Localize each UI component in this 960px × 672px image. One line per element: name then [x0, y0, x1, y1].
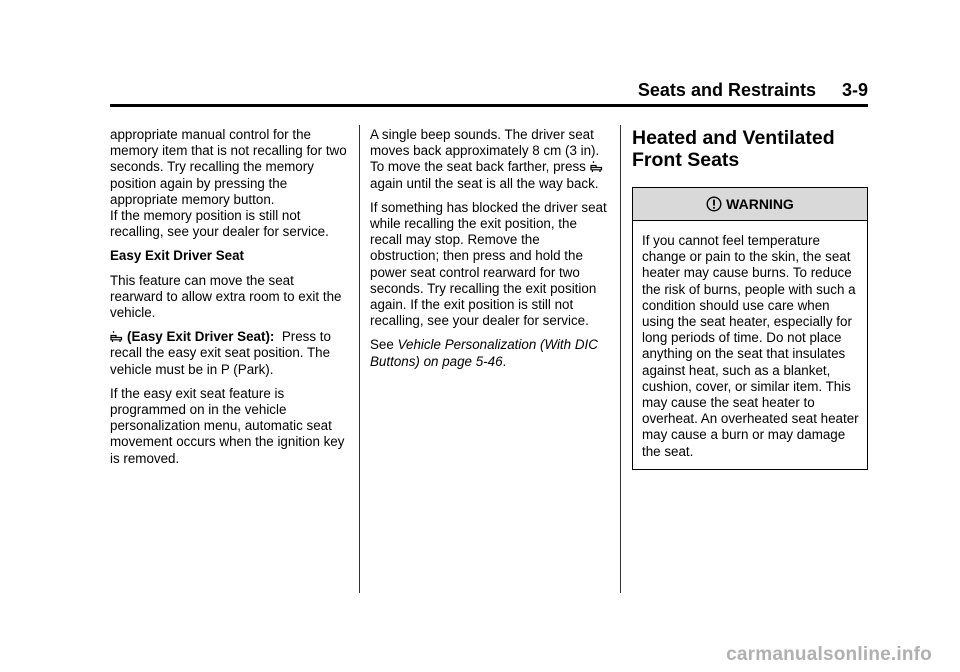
heading-line: Front Seats [632, 149, 740, 171]
header-title [638, 80, 868, 101]
warning-text: If you cannot feel temperature change or pain to the skin, the seat heater may cause burns. To reduce the risk of burns, people with such a condition should use care when using the seat heater, especially for long periods of time. Do not place anything on the seat that insulates against heat, such as a blanket, cushion, cover, or similar item. This may cause the seat heater to overheat. An overheated seat heater may cause a burn or may damage the seat. [642, 233, 859, 459]
column-2 [370, 127, 610, 378]
paragraph: If something has blocked the driver seat while recalling the exit position, the recall may stop. Remove the obstruction; then press and hold the power seat control rearward for two seconds. Try recalling the exit position again. If the exit position is still not recalling, see your dealer for service. [370, 199, 607, 329]
paragraph: If the easy exit seat feature is programmed on in the vehicle personalization menu, automatic seat movement occurs when the ignition key is removed. [110, 385, 345, 466]
paragraph-easy-exit [110, 329, 350, 378]
paragraph-text: If the memory position is still not recalling, see your dealer for service. [110, 208, 329, 240]
column-1 [110, 127, 350, 475]
column-3 [632, 127, 868, 470]
page-header [110, 80, 868, 107]
subheading-easy-exit: Easy Exit Driver Seat [110, 248, 244, 264]
warning-icon [706, 196, 722, 212]
seat-exit-icon [590, 160, 603, 173]
heading-line: Heated and Ventilated [632, 127, 835, 149]
section-title: Seats and Restraints [637, 80, 816, 100]
paragraph-text: appropriate manual control for the memory item that is not recalling for two seconds. Try recalling the memory position again by pressing the appropriate memory button. [110, 127, 347, 207]
paragraph-beep [370, 127, 610, 192]
cross-reference-link[interactable]: Vehicle Personalization (With DIC Buttons) on page 5-46 [370, 337, 598, 369]
warning-box [632, 187, 868, 470]
cross-reference [370, 337, 610, 369]
warning-title: WARNING [726, 195, 794, 212]
easy-exit-text: Press to recall the easy exit seat position. The vehicle must be in P (Park). [110, 329, 331, 377]
warning-header [633, 188, 867, 221]
seat-exit-icon [110, 330, 123, 343]
watermark: carmanualsonline.info [726, 644, 932, 665]
section-heading [632, 127, 868, 171]
paragraph [110, 127, 350, 240]
easy-exit-label: (Easy Exit Driver Seat): [127, 329, 275, 345]
see-end: . [502, 353, 507, 369]
paragraph-text: again until the seat is all the way back. [370, 175, 599, 191]
page-number: 3-9 [841, 80, 868, 100]
column-divider [359, 125, 360, 593]
column-divider [620, 125, 621, 593]
paragraph-text: A single beep sounds. The driver seat moves back approximately 8 cm (3 in). To move the seat back farther, press [370, 127, 600, 175]
paragraph: This feature can move the seat rearward to allow extra room to exit the vehicle. [110, 272, 342, 321]
see-label: See [370, 337, 394, 353]
